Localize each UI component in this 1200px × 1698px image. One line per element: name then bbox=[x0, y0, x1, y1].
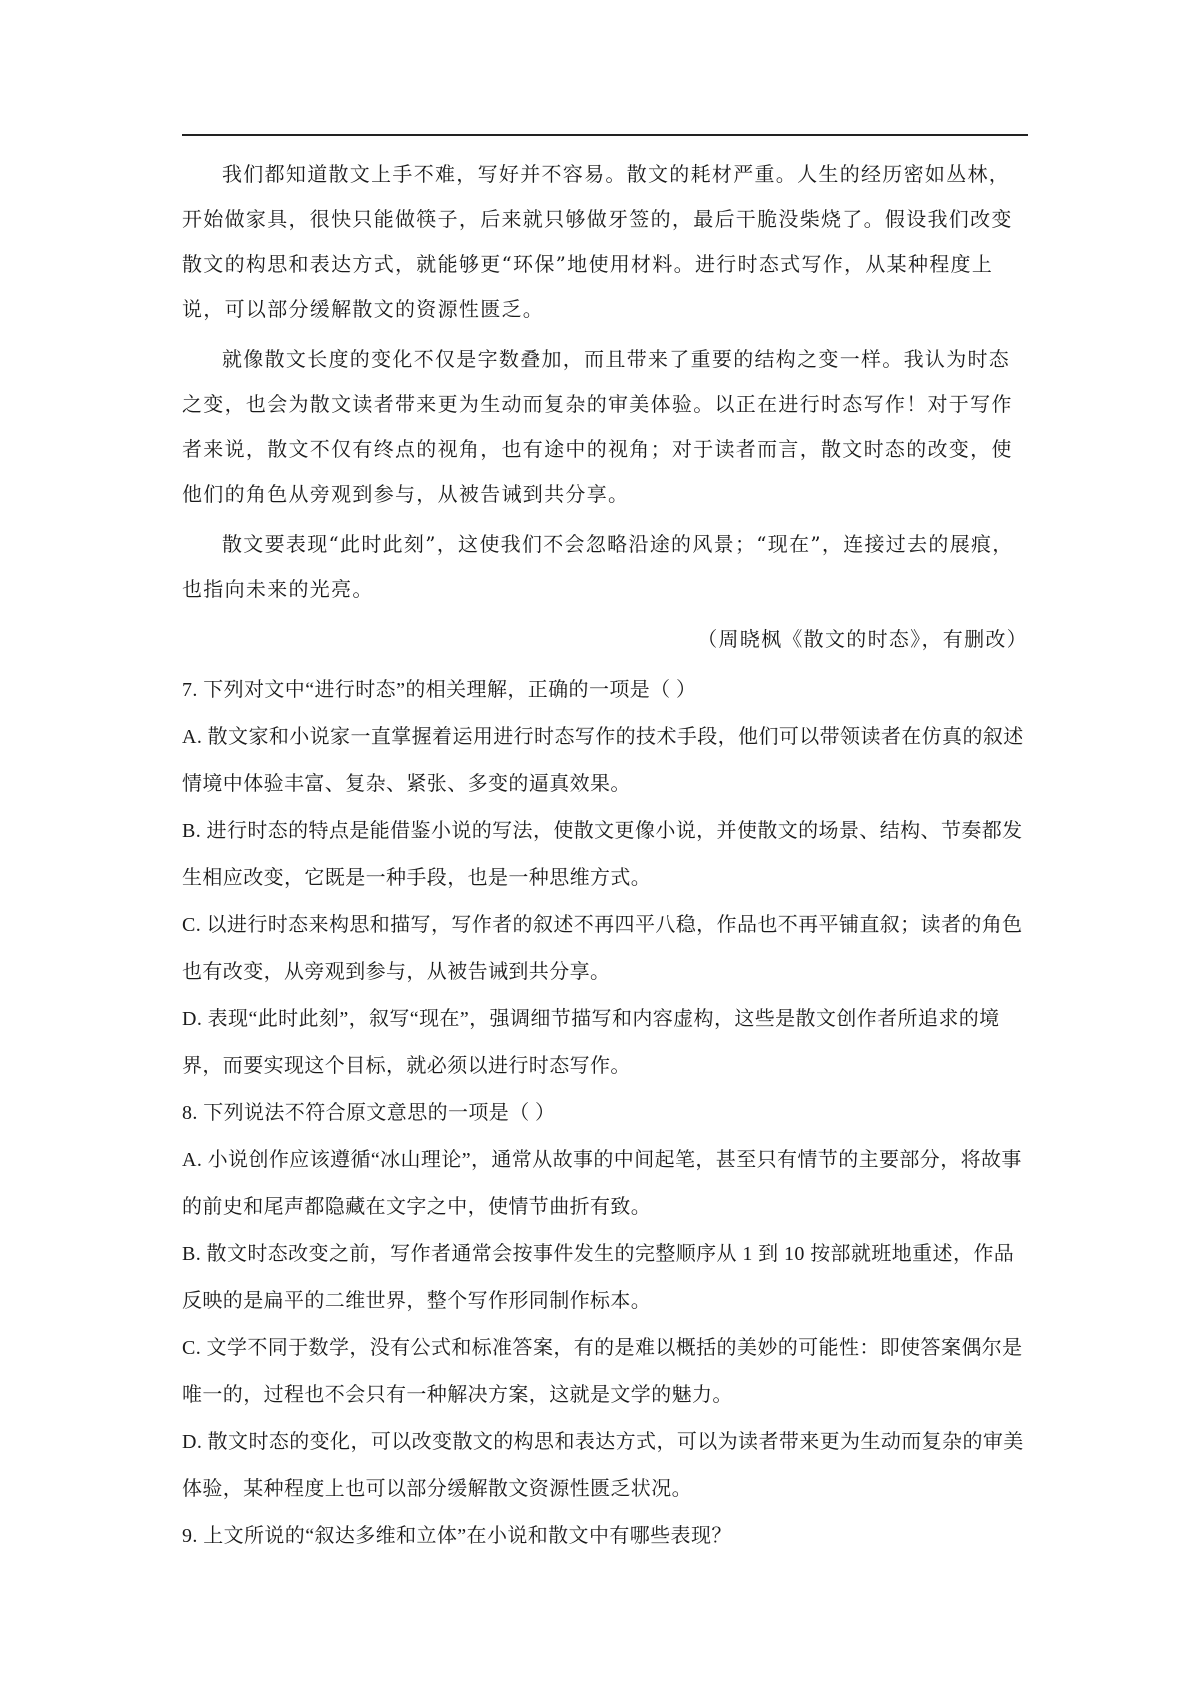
question-7-option-d: D. 表现“此时此刻”，叙写“现在”，强调细节描写和内容虚构，这些是散文创作者所追求的境界，而要实现这个目标，就必须以进行时态写作。 bbox=[182, 1008, 1000, 1077]
question-7-option-a: A. 散文家和小说家一直掌握着运用进行时态写作的技术手段，他们可以带领读者在仿真的叙述情境中体验丰富、复杂、紧张、多变的逼真效果。 bbox=[182, 726, 1024, 795]
passage-paragraph-3: 散文要表现“此时此刻”，这使我们不会忽略沿途的风景；“现在”，连接过去的展痕，也指向未来的光亮。 bbox=[182, 532, 1014, 601]
passage-paragraph-2: 就像散文长度的变化不仅是字数叠加，而且带来了重要的结构之变一样。我认为时态之变，也会为散文读者带来更为生动而复杂的审美体验。以正在进行时态写作！对于写作者来说，散文不仅有终点的视角，也有途中的视角；对于读者而言，散文时态的改变，使他们的角色从旁观到参与，从被告诫到共分享。 bbox=[182, 347, 1013, 506]
question-8-option-d: D. 散文时态的变化，可以改变散文的构思和表达方式，可以为读者带来更为生动而复杂的审美体验，某种程度上也可以部分缓解散文资源性匮乏状况。 bbox=[182, 1431, 1024, 1500]
question-8-option-b: B. 散文时态改变之前，写作者通常会按事件发生的完整顺序从 1 到 10 按部就班地重述，作品反映的是扁平的二维世界，整个写作形同制作标本。 bbox=[182, 1243, 1015, 1312]
question-7-option-b: B. 进行时态的特点是能借鉴小说的写法，使散文更像小说，并使散文的场景、结构、节奏都发生相应改变，它既是一种手段，也是一种思维方式。 bbox=[182, 820, 1023, 889]
document-body bbox=[182, 152, 1028, 1560]
question-9-stem: 9. 上文所说的“叙达多维和立体”在小说和散文中有哪些表现？ bbox=[182, 1525, 732, 1547]
question-8-stem: 8. 下列说法不符合原文意思的一项是（ ） bbox=[182, 1102, 556, 1124]
passage-paragraph-1: 我们都知道散文上手不难，写好并不容易。散文的耗材严重。人生的经历密如丛林，开始做家具，很快只能做筷子，后来就只够做牙签的，最后干脆没柴烧了。假设我们改变散文的构思和表达方式，就能够更“环保”地使用材料。进行时态式写作，从某种程度上说，可以部分缓解散文的资源性匮乏。 bbox=[182, 162, 1013, 321]
question-8-option-c: C. 文学不同于数学，没有公式和标准答案，有的是难以概括的美妙的可能性：即使答案偶尔是唯一的，过程也不会只有一种解决方案，这就是文学的魅力。 bbox=[182, 1337, 1023, 1406]
question-7-stem: 7. 下列对文中“进行时态”的相关理解，正确的一项是（ ） bbox=[182, 679, 697, 701]
question-8-option-a: A. 小说创作应该遵循“冰山理论”，通常从故事的中间起笔，甚至只有情节的主要部分，将故事的前史和尾声都隐藏在文字之中，使情节曲折有致。 bbox=[182, 1149, 1022, 1218]
header-rule bbox=[182, 134, 1028, 136]
passage-source: （周晓枫《散文的时态》，有删改） bbox=[697, 627, 1028, 651]
question-7-option-c: C. 以进行时态来构思和描写，写作者的叙述不再四平八稳，作品也不再平铺直叙；读者的角色也有改变，从旁观到参与，从被告诫到共分享。 bbox=[182, 914, 1023, 983]
